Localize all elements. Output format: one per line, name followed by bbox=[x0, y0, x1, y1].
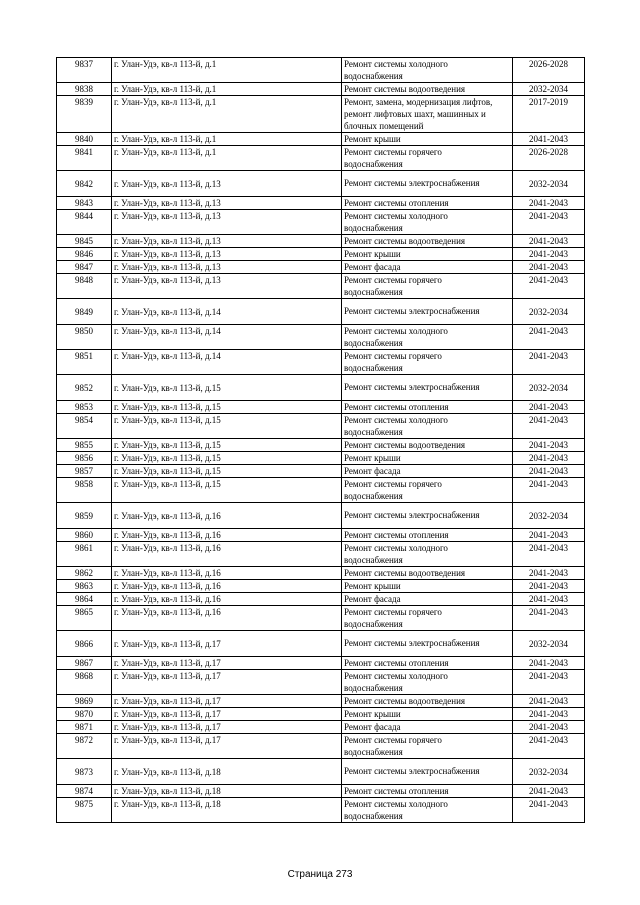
page-number: Страница 273 bbox=[287, 869, 353, 880]
address-cell: г. Улан-Удэ, кв-л 113-й, д.16 bbox=[112, 593, 342, 606]
period-cell: 2032-2034 bbox=[513, 375, 585, 401]
row-number-cell: 9861 bbox=[57, 542, 112, 567]
row-number-cell: 9857 bbox=[57, 465, 112, 478]
address-cell: г. Улан-Удэ, кв-л 113-й, д.13 bbox=[112, 261, 342, 274]
row-number-cell: 9865 bbox=[57, 606, 112, 631]
row-number-cell: 9849 bbox=[57, 299, 112, 325]
row-number-cell: 9851 bbox=[57, 350, 112, 375]
work-type-line: Ремонт системы горячего bbox=[344, 735, 442, 745]
work-type-line: Ремонт крыши bbox=[344, 134, 401, 144]
row-number-cell: 9855 bbox=[57, 439, 112, 452]
table-row bbox=[57, 439, 585, 452]
table-row bbox=[57, 235, 585, 248]
table-row bbox=[57, 631, 585, 657]
work-type-line: Ремонт системы отопления bbox=[344, 198, 449, 208]
period-cell: 2041-2043 bbox=[513, 657, 585, 670]
address-cell: г. Улан-Удэ, кв-л 113-й, д.15 bbox=[112, 414, 342, 439]
work-type-line: Ремонт системы водоотведения bbox=[344, 236, 466, 246]
work-type-line: водоснабжения bbox=[344, 338, 403, 348]
work-type-cell bbox=[342, 299, 513, 325]
address-cell: г. Улан-Удэ, кв-л 113-й, д.1 bbox=[112, 58, 342, 83]
work-type-cell bbox=[342, 375, 513, 401]
address-cell: г. Улан-Удэ, кв-л 113-й, д.17 bbox=[112, 631, 342, 657]
period-cell: 2026-2028 bbox=[513, 146, 585, 171]
work-type-line: блочных помещений bbox=[344, 121, 424, 131]
work-type-line: водоснабжения bbox=[344, 223, 403, 233]
work-type-cell bbox=[342, 708, 513, 721]
address-cell: г. Улан-Удэ, кв-л 113-й, д.13 bbox=[112, 274, 342, 299]
table-row bbox=[57, 721, 585, 734]
table-row bbox=[57, 414, 585, 439]
period-cell: 2041-2043 bbox=[513, 478, 585, 503]
row-number-cell: 9843 bbox=[57, 197, 112, 210]
address-cell: г. Улан-Удэ, кв-л 113-й, д.1 bbox=[112, 96, 342, 133]
table-row bbox=[57, 210, 585, 235]
row-number-cell: 9839 bbox=[57, 96, 112, 133]
period-cell: 2041-2043 bbox=[513, 261, 585, 274]
work-type-line: Ремонт системы холодного bbox=[344, 543, 448, 553]
row-number-cell: 9869 bbox=[57, 695, 112, 708]
table-row bbox=[57, 261, 585, 274]
table-row bbox=[57, 529, 585, 542]
row-number-cell: 9853 bbox=[57, 401, 112, 414]
work-type-cell bbox=[342, 133, 513, 146]
table-row bbox=[57, 350, 585, 375]
table-body bbox=[57, 58, 585, 823]
table-row bbox=[57, 465, 585, 478]
work-type-line: водоснабжения bbox=[344, 747, 403, 757]
work-type-cell bbox=[342, 261, 513, 274]
address-cell: г. Улан-Удэ, кв-л 113-й, д.16 bbox=[112, 542, 342, 567]
period-cell: 2041-2043 bbox=[513, 439, 585, 452]
period-cell: 2041-2043 bbox=[513, 529, 585, 542]
period-cell: 2041-2043 bbox=[513, 580, 585, 593]
table-row bbox=[57, 542, 585, 567]
work-type-cell bbox=[342, 401, 513, 414]
period-cell: 2041-2043 bbox=[513, 567, 585, 580]
address-cell: г. Улан-Удэ, кв-л 113-й, д.13 bbox=[112, 248, 342, 261]
row-number-cell: 9862 bbox=[57, 567, 112, 580]
row-number-cell: 9863 bbox=[57, 580, 112, 593]
work-type-line: Ремонт крыши bbox=[344, 249, 401, 259]
table-row bbox=[57, 670, 585, 695]
work-type-cell bbox=[342, 439, 513, 452]
address-cell: г. Улан-Удэ, кв-л 113-й, д.16 bbox=[112, 503, 342, 529]
address-cell: г. Улан-Удэ, кв-л 113-й, д.13 bbox=[112, 197, 342, 210]
period-cell: 2041-2043 bbox=[513, 798, 585, 823]
row-number-cell: 9875 bbox=[57, 798, 112, 823]
work-type-line: Ремонт системы холодного bbox=[344, 326, 448, 336]
address-cell: г. Улан-Удэ, кв-л 113-й, д.16 bbox=[112, 529, 342, 542]
row-number-cell: 9850 bbox=[57, 325, 112, 350]
row-number-cell: 9874 bbox=[57, 785, 112, 798]
address-cell: г. Улан-Удэ, кв-л 113-й, д.17 bbox=[112, 734, 342, 759]
address-cell: г. Улан-Удэ, кв-л 113-й, д.15 bbox=[112, 439, 342, 452]
work-type-cell bbox=[342, 695, 513, 708]
address-cell: г. Улан-Удэ, кв-л 113-й, д.18 bbox=[112, 759, 342, 785]
address-cell: г. Улан-Удэ, кв-л 113-й, д.13 bbox=[112, 210, 342, 235]
work-type-line: Ремонт крыши bbox=[344, 709, 401, 719]
period-cell: 2032-2034 bbox=[513, 83, 585, 96]
work-type-cell bbox=[342, 452, 513, 465]
work-type-line: Ремонт фасада bbox=[344, 722, 401, 732]
table-row bbox=[57, 567, 585, 580]
period-cell: 2026-2028 bbox=[513, 58, 585, 83]
work-type-line: Ремонт системы холодного bbox=[344, 211, 448, 221]
work-type-cell bbox=[342, 657, 513, 670]
address-cell: г. Улан-Удэ, кв-л 113-й, д.16 bbox=[112, 606, 342, 631]
work-type-cell bbox=[342, 325, 513, 350]
work-type-cell bbox=[342, 350, 513, 375]
row-number-cell: 9873 bbox=[57, 759, 112, 785]
work-type-cell bbox=[342, 274, 513, 299]
row-number-cell: 9867 bbox=[57, 657, 112, 670]
work-type-line: Ремонт системы электроснабжения bbox=[344, 382, 480, 392]
table-row bbox=[57, 580, 585, 593]
row-number-cell: 9858 bbox=[57, 478, 112, 503]
table-row bbox=[57, 274, 585, 299]
work-type-cell bbox=[342, 58, 513, 83]
address-cell: г. Улан-Удэ, кв-л 113-й, д.15 bbox=[112, 478, 342, 503]
address-cell: г. Улан-Удэ, кв-л 113-й, д.13 bbox=[112, 235, 342, 248]
work-type-cell bbox=[342, 235, 513, 248]
work-type-cell bbox=[342, 670, 513, 695]
table-row bbox=[57, 133, 585, 146]
period-cell: 2041-2043 bbox=[513, 734, 585, 759]
work-type-line: водоснабжения bbox=[344, 619, 403, 629]
period-cell: 2032-2034 bbox=[513, 171, 585, 197]
work-type-line: ремонт лифтовых шахт, машинных и bbox=[344, 109, 486, 119]
row-number-cell: 9838 bbox=[57, 83, 112, 96]
row-number-cell: 9840 bbox=[57, 133, 112, 146]
work-type-line: Ремонт системы горячего bbox=[344, 479, 442, 489]
work-type-line: Ремонт системы горячего bbox=[344, 147, 442, 157]
work-type-line: Ремонт системы водоотведения bbox=[344, 440, 466, 450]
work-type-line: Ремонт системы холодного bbox=[344, 59, 448, 69]
row-number-cell: 9870 bbox=[57, 708, 112, 721]
work-type-line: Ремонт системы холодного bbox=[344, 799, 448, 809]
row-number-cell: 9872 bbox=[57, 734, 112, 759]
work-type-line: водоснабжения bbox=[344, 287, 403, 297]
work-type-line: Ремонт фасада bbox=[344, 262, 401, 272]
address-cell: г. Улан-Удэ, кв-л 113-й, д.14 bbox=[112, 350, 342, 375]
work-type-line: водоснабжения bbox=[344, 159, 403, 169]
row-number-cell: 9868 bbox=[57, 670, 112, 695]
table-row bbox=[57, 171, 585, 197]
row-number-cell: 9848 bbox=[57, 274, 112, 299]
address-cell: г. Улан-Удэ, кв-л 113-й, д.16 bbox=[112, 580, 342, 593]
work-type-line: Ремонт системы электроснабжения bbox=[344, 178, 480, 188]
table-row bbox=[57, 798, 585, 823]
work-type-line: Ремонт крыши bbox=[344, 453, 401, 463]
table-row bbox=[57, 606, 585, 631]
work-type-cell bbox=[342, 248, 513, 261]
row-number-cell: 9844 bbox=[57, 210, 112, 235]
work-type-cell bbox=[342, 529, 513, 542]
table-row bbox=[57, 96, 585, 133]
table-row bbox=[57, 325, 585, 350]
row-number-cell: 9842 bbox=[57, 171, 112, 197]
address-cell: г. Улан-Удэ, кв-л 113-й, д.18 bbox=[112, 785, 342, 798]
work-type-line: Ремонт системы водоотведения bbox=[344, 568, 466, 578]
row-number-cell: 9871 bbox=[57, 721, 112, 734]
work-type-line: водоснабжения bbox=[344, 71, 403, 81]
work-type-cell bbox=[342, 542, 513, 567]
table-row bbox=[57, 146, 585, 171]
work-type-cell bbox=[342, 593, 513, 606]
table-row bbox=[57, 452, 585, 465]
period-cell: 2041-2043 bbox=[513, 606, 585, 631]
address-cell: г. Улан-Удэ, кв-л 113-й, д.14 bbox=[112, 325, 342, 350]
table-row bbox=[57, 503, 585, 529]
work-type-line: Ремонт системы горячего bbox=[344, 607, 442, 617]
address-cell: г. Улан-Удэ, кв-л 113-й, д.16 bbox=[112, 567, 342, 580]
work-type-line: Ремонт системы электроснабжения bbox=[344, 510, 480, 520]
work-type-cell bbox=[342, 567, 513, 580]
work-type-cell bbox=[342, 721, 513, 734]
work-type-cell bbox=[342, 210, 513, 235]
address-cell: г. Улан-Удэ, кв-л 113-й, д.17 bbox=[112, 721, 342, 734]
period-cell: 2041-2043 bbox=[513, 401, 585, 414]
work-type-line: Ремонт системы водоотведения bbox=[344, 84, 466, 94]
row-number-cell: 9854 bbox=[57, 414, 112, 439]
work-type-line: Ремонт фасада bbox=[344, 594, 401, 604]
work-type-cell bbox=[342, 606, 513, 631]
address-cell: г. Улан-Удэ, кв-л 113-й, д.13 bbox=[112, 171, 342, 197]
work-type-line: Ремонт системы водоотведения bbox=[344, 696, 466, 706]
address-cell: г. Улан-Удэ, кв-л 113-й, д.1 bbox=[112, 146, 342, 171]
period-cell: 2041-2043 bbox=[513, 248, 585, 261]
table-row bbox=[57, 759, 585, 785]
row-number-cell: 9866 bbox=[57, 631, 112, 657]
period-cell: 2017-2019 bbox=[513, 96, 585, 133]
address-cell: г. Улан-Удэ, кв-л 113-й, д.15 bbox=[112, 375, 342, 401]
period-cell: 2032-2034 bbox=[513, 503, 585, 529]
period-cell: 2041-2043 bbox=[513, 197, 585, 210]
address-cell: г. Улан-Удэ, кв-л 113-й, д.17 bbox=[112, 657, 342, 670]
row-number-cell: 9845 bbox=[57, 235, 112, 248]
table-row bbox=[57, 375, 585, 401]
work-type-line: Ремонт системы холодного bbox=[344, 415, 448, 425]
address-cell: г. Улан-Удэ, кв-л 113-й, д.15 bbox=[112, 452, 342, 465]
work-type-cell bbox=[342, 785, 513, 798]
address-cell: г. Улан-Удэ, кв-л 113-й, д.17 bbox=[112, 695, 342, 708]
period-cell: 2041-2043 bbox=[513, 210, 585, 235]
period-cell: 2032-2034 bbox=[513, 299, 585, 325]
work-type-line: Ремонт системы электроснабжения bbox=[344, 306, 480, 316]
address-cell: г. Улан-Удэ, кв-л 113-й, д.17 bbox=[112, 708, 342, 721]
work-type-line: Ремонт системы электроснабжения bbox=[344, 766, 480, 776]
work-type-cell bbox=[342, 171, 513, 197]
period-cell: 2032-2034 bbox=[513, 631, 585, 657]
period-cell: 2041-2043 bbox=[513, 133, 585, 146]
work-type-line: Ремонт системы электроснабжения bbox=[344, 638, 480, 648]
row-number-cell: 9846 bbox=[57, 248, 112, 261]
address-cell: г. Улан-Удэ, кв-л 113-й, д.14 bbox=[112, 299, 342, 325]
table-row bbox=[57, 83, 585, 96]
period-cell: 2041-2043 bbox=[513, 235, 585, 248]
work-type-cell bbox=[342, 478, 513, 503]
work-type-line: водоснабжения bbox=[344, 491, 403, 501]
period-cell: 2041-2043 bbox=[513, 785, 585, 798]
work-type-line: Ремонт системы отопления bbox=[344, 658, 449, 668]
work-type-line: Ремонт, замена, модернизация лифтов, bbox=[344, 97, 493, 107]
work-type-cell bbox=[342, 465, 513, 478]
work-type-cell bbox=[342, 414, 513, 439]
repair-schedule-table bbox=[56, 57, 585, 823]
table-row bbox=[57, 657, 585, 670]
period-cell: 2041-2043 bbox=[513, 708, 585, 721]
period-cell: 2041-2043 bbox=[513, 593, 585, 606]
table-row bbox=[57, 401, 585, 414]
work-type-line: Ремонт фасада bbox=[344, 466, 401, 476]
work-type-cell bbox=[342, 197, 513, 210]
period-cell: 2041-2043 bbox=[513, 465, 585, 478]
table-row bbox=[57, 248, 585, 261]
work-type-cell bbox=[342, 96, 513, 133]
period-cell: 2041-2043 bbox=[513, 670, 585, 695]
period-cell: 2032-2034 bbox=[513, 759, 585, 785]
work-type-cell bbox=[342, 503, 513, 529]
work-type-line: водоснабжения bbox=[344, 811, 403, 821]
table-row bbox=[57, 695, 585, 708]
table-row bbox=[57, 197, 585, 210]
work-type-cell bbox=[342, 83, 513, 96]
work-type-line: водоснабжения bbox=[344, 427, 403, 437]
work-type-line: Ремонт системы горячего bbox=[344, 275, 442, 285]
work-type-line: Ремонт системы холодного bbox=[344, 671, 448, 681]
row-number-cell: 9856 bbox=[57, 452, 112, 465]
address-cell: г. Улан-Удэ, кв-л 113-й, д.1 bbox=[112, 133, 342, 146]
work-type-line: Ремонт системы горячего bbox=[344, 351, 442, 361]
row-number-cell: 9864 bbox=[57, 593, 112, 606]
work-type-line: Ремонт системы отопления bbox=[344, 530, 449, 540]
table-row bbox=[57, 58, 585, 83]
row-number-cell: 9859 bbox=[57, 503, 112, 529]
period-cell: 2041-2043 bbox=[513, 542, 585, 567]
table-row bbox=[57, 708, 585, 721]
address-cell: г. Улан-Удэ, кв-л 113-й, д.15 bbox=[112, 465, 342, 478]
row-number-cell: 9837 bbox=[57, 58, 112, 83]
row-number-cell: 9847 bbox=[57, 261, 112, 274]
work-type-cell bbox=[342, 146, 513, 171]
period-cell: 2041-2043 bbox=[513, 695, 585, 708]
work-type-line: водоснабжения bbox=[344, 683, 403, 693]
work-type-line: Ремонт системы отопления bbox=[344, 402, 449, 412]
period-cell: 2041-2043 bbox=[513, 350, 585, 375]
work-type-line: водоснабжения bbox=[344, 363, 403, 373]
table-row bbox=[57, 593, 585, 606]
work-type-line: Ремонт крыши bbox=[344, 581, 401, 591]
work-type-cell bbox=[342, 734, 513, 759]
table-row bbox=[57, 785, 585, 798]
table-row bbox=[57, 478, 585, 503]
work-type-cell bbox=[342, 631, 513, 657]
period-cell: 2041-2043 bbox=[513, 452, 585, 465]
address-cell: г. Улан-Удэ, кв-л 113-й, д.18 bbox=[112, 798, 342, 823]
period-cell: 2041-2043 bbox=[513, 325, 585, 350]
period-cell: 2041-2043 bbox=[513, 414, 585, 439]
table-row bbox=[57, 734, 585, 759]
address-cell: г. Улан-Удэ, кв-л 113-й, д.17 bbox=[112, 670, 342, 695]
period-cell: 2041-2043 bbox=[513, 721, 585, 734]
row-number-cell: 9852 bbox=[57, 375, 112, 401]
row-number-cell: 9841 bbox=[57, 146, 112, 171]
work-type-cell bbox=[342, 580, 513, 593]
work-type-cell bbox=[342, 759, 513, 785]
address-cell: г. Улан-Удэ, кв-л 113-й, д.15 bbox=[112, 401, 342, 414]
work-type-line: Ремонт системы отопления bbox=[344, 786, 449, 796]
work-type-line: водоснабжения bbox=[344, 555, 403, 565]
work-type-cell bbox=[342, 798, 513, 823]
period-cell: 2041-2043 bbox=[513, 274, 585, 299]
row-number-cell: 9860 bbox=[57, 529, 112, 542]
address-cell: г. Улан-Удэ, кв-л 113-й, д.1 bbox=[112, 83, 342, 96]
table-row bbox=[57, 299, 585, 325]
